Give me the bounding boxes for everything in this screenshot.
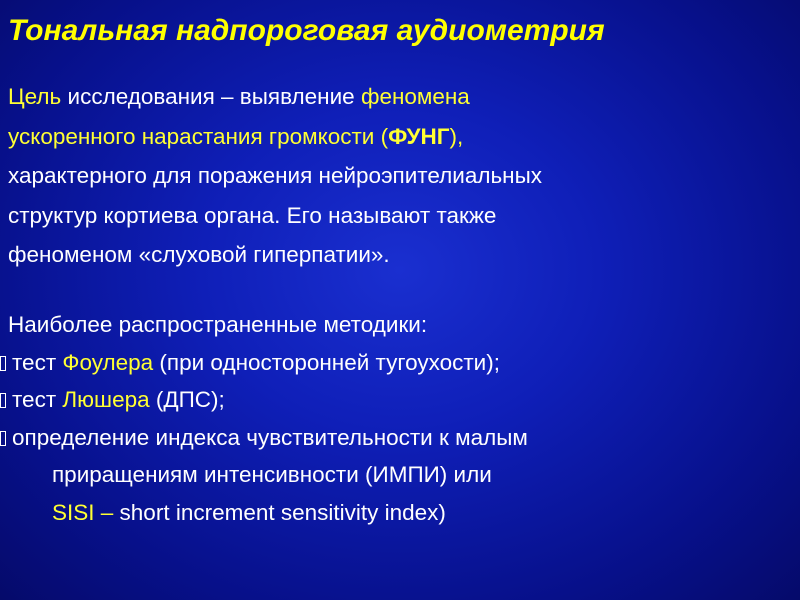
bullet-box-icon <box>0 431 6 446</box>
slide-title: Тональная надпороговая аудиометрия <box>8 14 605 47</box>
list-item-highlight: Люшера <box>62 387 150 412</box>
list-item <box>0 344 790 382</box>
sisi-abbreviation: SISI – <box>52 499 120 525</box>
list-item-text: (при односторонней тугоухости); <box>153 349 500 375</box>
sisi-expansion: short increment sensitivity index) <box>119 499 446 525</box>
purpose-line-5: феноменом «слуховой гиперпатии». <box>8 242 390 267</box>
list-item-continuation: приращениям интенсивности (ИМПИ) или <box>52 462 492 487</box>
list-item-continuation <box>8 494 798 532</box>
purpose-text: исследования – выявление <box>61 84 361 109</box>
purpose-highlight: ), <box>449 123 464 149</box>
list-item-text: тест <box>12 387 63 412</box>
purpose-highlight: феномена <box>360 84 470 109</box>
list-item-text: тест <box>12 349 63 375</box>
bullet-box-icon <box>0 393 6 408</box>
list-item-text: определение индекса чувствительности к малым <box>12 424 528 450</box>
purpose-line-1 <box>8 77 788 117</box>
purpose-line-3: характерного для поражения нейроэпителиальных <box>8 163 543 188</box>
methods-heading: Наиболее распространенные методики: <box>8 312 428 337</box>
bullet-box-icon <box>0 356 6 371</box>
list-item <box>0 419 790 457</box>
purpose-label: Цель <box>8 84 62 109</box>
list-item <box>0 381 790 419</box>
fung-abbreviation: ФУНГ <box>388 123 450 149</box>
purpose-line-2 <box>8 117 788 157</box>
purpose-paragraph <box>8 77 788 275</box>
methods-section <box>8 306 798 531</box>
purpose-highlight: ускоренного нарастания громкости ( <box>8 123 389 149</box>
purpose-line-4: структур кортиева органа. Его называют также <box>8 202 497 228</box>
list-item-text: (ДПС); <box>149 387 225 412</box>
list-item-highlight: Фоулера <box>62 349 154 375</box>
